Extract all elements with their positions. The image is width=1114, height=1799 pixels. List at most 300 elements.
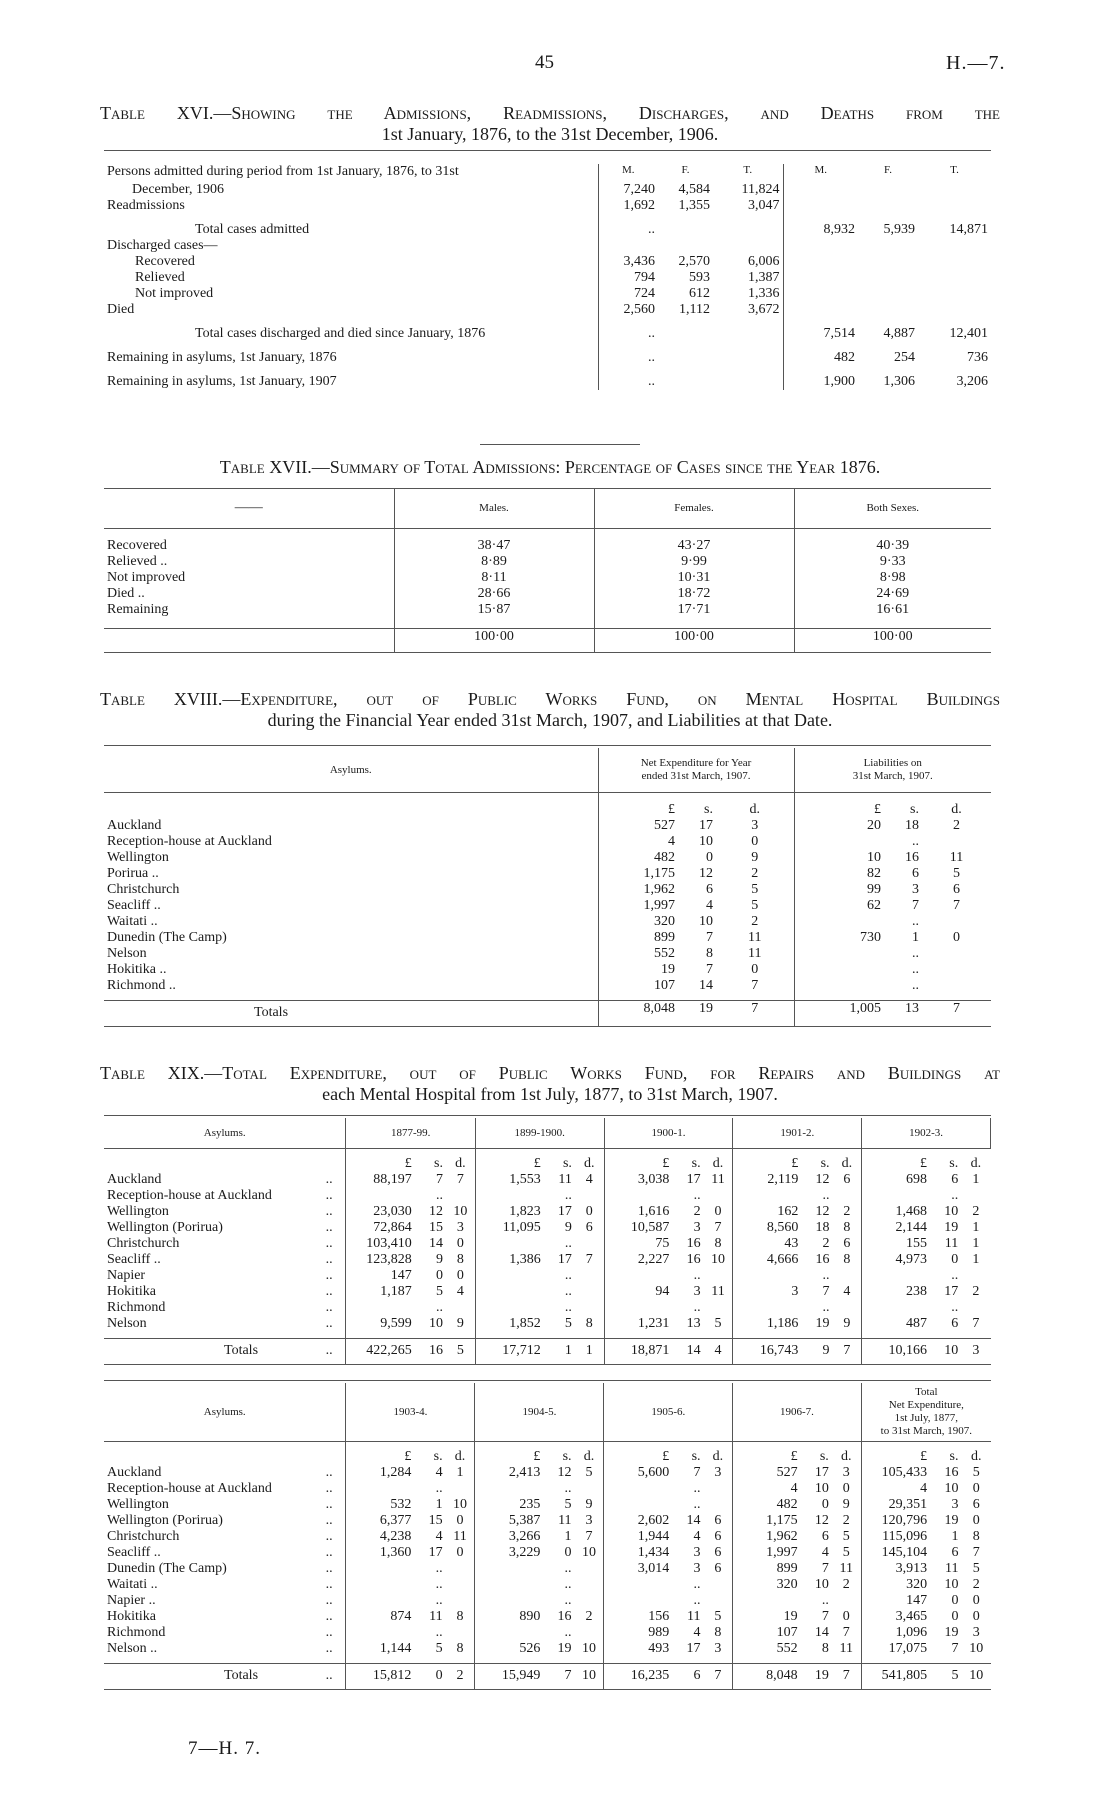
value-cell <box>858 182 918 198</box>
value-cell <box>713 342 783 366</box>
value-cell: 794 <box>634 270 655 285</box>
pence-cell <box>961 1268 990 1284</box>
value-cell <box>858 286 918 302</box>
value-cell: 9·33 <box>879 554 906 569</box>
pounds-cell: 5,387 <box>508 1513 541 1528</box>
shillings-cell: 11 <box>945 1561 959 1576</box>
pence-cell <box>446 1625 475 1641</box>
pence-cell: 1 <box>972 1172 980 1187</box>
pounds-cell: 4,973 <box>895 1252 928 1267</box>
shillings-cell: .. <box>435 1481 443 1496</box>
total-cell: 17,712 <box>502 1343 541 1358</box>
pence-cell <box>446 1561 475 1577</box>
shillings-cell: 17 <box>699 818 713 833</box>
pence-cell: 1 <box>972 1236 980 1251</box>
lsd-header: £ <box>790 1449 798 1464</box>
row-label: Napier .. <box>107 1593 156 1608</box>
lsd-header: d. <box>446 1441 475 1465</box>
lsd-header: d. <box>446 1148 475 1172</box>
value-cell: 2,560 <box>623 302 655 317</box>
pounds-cell: 82 <box>867 866 881 881</box>
lsd-header: s. <box>949 1449 959 1464</box>
pence-cell: 10 <box>446 1204 475 1220</box>
col-header-expenditure <box>598 748 794 792</box>
pounds-cell <box>733 1268 801 1284</box>
pounds-cell <box>794 834 884 850</box>
col-header-year: 1899-1900. <box>475 1118 604 1148</box>
table-row: Wellington (Porirua) .. 72,864 15 3 11,095 9 6 10,587 3 7 8,560 18 8 2,144 19 1 <box>104 1220 991 1236</box>
pounds-cell: 320 <box>654 914 675 929</box>
total-cell: 8,048 <box>643 1000 675 1016</box>
value-cell <box>658 214 713 238</box>
table-19-title <box>100 1063 1000 1105</box>
pounds-cell: 1,997 <box>643 898 675 913</box>
pence-cell <box>833 1188 862 1204</box>
table-row: Hokitika .. 874 11 8 890 16 2 156 11 5 19 7 0 3,465 0 0 <box>104 1609 991 1625</box>
shillings-cell: 2 <box>822 1236 830 1251</box>
shillings-cell: 3 <box>951 1497 959 1512</box>
pounds-cell: 487 <box>906 1316 928 1331</box>
total-cell: 5 <box>446 1338 475 1364</box>
pounds-cell <box>604 1593 672 1609</box>
shillings-cell: 14 <box>428 1236 443 1251</box>
table-18-title-line1: Table XVIII.—Expenditure, out of Public Works Fund, on Mental Hospital Buildings <box>100 689 1000 709</box>
value-cell <box>713 214 783 238</box>
shillings-cell: 5 <box>435 1641 443 1656</box>
value-cell <box>918 286 991 302</box>
page-number: 45 <box>535 52 554 73</box>
pence-cell: 2 <box>832 1577 861 1593</box>
table-18 <box>104 748 991 1027</box>
shillings-cell: .. <box>951 1188 959 1203</box>
shillings-cell: 10 <box>428 1316 443 1331</box>
pence-cell: 2 <box>953 818 960 833</box>
table-row: Richmond .. .. .. .. .. .. <box>104 1300 991 1316</box>
pence-cell: 0 <box>972 1593 980 1608</box>
pence-cell: 1 <box>446 1465 475 1481</box>
table-row: Christchurch .. 4,238 4 11 3,266 1 7 1,944 4 6 1,962 6 5 115,096 1 8 <box>104 1529 991 1545</box>
pence-cell: 6 <box>704 1513 733 1529</box>
lsd-header: £ <box>533 1156 541 1171</box>
pence-cell: 10 <box>575 1545 604 1561</box>
shillings-cell: 7 <box>821 1609 829 1624</box>
lsd-header: £ <box>791 1156 799 1171</box>
table-row: Napier .. .. .. .. .. .. 147 0 0 <box>104 1593 991 1609</box>
shillings-cell: .. <box>693 1497 701 1512</box>
col-header-year: 1877-99. <box>346 1118 475 1148</box>
pence-cell: 8 <box>704 1236 733 1252</box>
value-cell <box>918 182 991 198</box>
pounds-cell: 899 <box>654 930 675 945</box>
shillings-cell: .. <box>435 1561 443 1576</box>
pence-cell: 11 <box>949 850 964 865</box>
pounds-cell: 3,266 <box>508 1529 541 1544</box>
header-line: Net Expenditure for Year <box>640 756 752 769</box>
table-row <box>104 238 991 254</box>
pounds-cell: 1,175 <box>643 866 675 881</box>
pence-cell: 11 <box>704 1284 733 1300</box>
pounds-cell: 99 <box>867 882 881 897</box>
total-cell: 18,871 <box>630 1343 670 1358</box>
lsd-header: £ <box>920 1449 928 1464</box>
pounds-cell: 235 <box>519 1497 541 1512</box>
footer-signature: 7—H. 7. <box>188 1738 261 1759</box>
table-row: Auckland .. 88,197 7 7 1,553 11 4 3,038 17 11 2,119 12 6 698 6 1 <box>104 1172 991 1188</box>
shillings-cell: 7 <box>821 1561 829 1576</box>
pence-cell: 4 <box>575 1172 604 1188</box>
lsd-header: £ <box>920 1156 928 1171</box>
value-cell: 7,514 <box>823 326 855 341</box>
shillings-cell: 16 <box>686 1252 701 1267</box>
shillings-cell: .. <box>822 1188 830 1203</box>
document-code: H.—7. <box>946 52 1006 74</box>
col-header-asylums: Asylums. <box>104 1118 346 1148</box>
shillings-cell: 5 <box>564 1316 572 1331</box>
row-label: Not improved <box>104 286 598 302</box>
pounds-cell <box>346 1188 415 1204</box>
pence-cell: 9 <box>832 1497 861 1513</box>
pounds-cell: 1,852 <box>509 1316 541 1331</box>
pounds-cell: 874 <box>390 1609 412 1624</box>
pounds-cell <box>794 946 884 962</box>
table-row <box>104 342 991 366</box>
row-label: Dunedin (The Camp) <box>107 1561 227 1576</box>
total-cell: 1 <box>564 1343 572 1358</box>
pounds-cell <box>604 1497 672 1513</box>
value-cell: 8·11 <box>394 570 594 586</box>
pence-cell: 11 <box>704 1172 733 1188</box>
totals-row <box>104 628 991 652</box>
row-label: Wellington (Porirua) <box>107 1220 223 1235</box>
pounds-cell: 4,238 <box>379 1529 412 1544</box>
pence-cell <box>833 1300 862 1316</box>
pounds-cell: 3,229 <box>508 1545 541 1560</box>
pounds-cell: 238 <box>906 1284 928 1299</box>
row-label: Waitati .. <box>104 914 598 930</box>
row-label: Total cases discharged and died since January, 1876 <box>104 318 598 342</box>
pounds-cell <box>346 1561 414 1577</box>
row-label: Waitati .. <box>107 1577 158 1592</box>
shillings-cell: 10 <box>814 1577 829 1592</box>
shillings-cell: 16 <box>944 1465 959 1480</box>
lsd-header: d. <box>970 1449 982 1464</box>
pounds-cell: 320 <box>776 1577 798 1592</box>
pounds-cell: 2,602 <box>637 1513 670 1528</box>
pounds-cell <box>346 1300 415 1316</box>
value-cell: 3,047 <box>713 198 783 214</box>
pence-cell: 9 <box>575 1497 604 1513</box>
pence-cell: 2 <box>832 1513 861 1529</box>
table-row <box>104 554 991 570</box>
shillings-cell: 9 <box>435 1252 443 1267</box>
total-cell: 7 <box>704 1663 733 1689</box>
total-cell: 541,805 <box>881 1668 928 1683</box>
table-16-title-line2: 1st January, 1876, to the 31st December, 1906. <box>381 124 719 144</box>
table-row <box>104 962 991 978</box>
pounds-cell: 115,096 <box>882 1529 928 1544</box>
row-label: Remaining <box>104 602 394 618</box>
row-label: Persons admitted during period from 1st January, 1876, to 31st <box>104 164 598 182</box>
pence-cell <box>832 1593 861 1609</box>
pence-cell <box>922 962 991 978</box>
table-row: Napier .. 147 0 0 .. .. .. .. <box>104 1268 991 1284</box>
shillings-cell: .. <box>822 1268 830 1283</box>
pence-cell: 5 <box>716 882 794 898</box>
total-cell: 16 <box>428 1343 443 1358</box>
shillings-cell: .. <box>564 1481 572 1496</box>
shillings-cell: 3 <box>693 1284 701 1299</box>
pounds-cell: 75 <box>655 1236 670 1251</box>
value-cell: .. <box>648 350 655 365</box>
table-row: Auckland .. 1,284 4 1 2,413 12 5 5,600 7 3 527 17 3 105,433 16 5 <box>104 1465 991 1481</box>
value-cell: 3,206 <box>956 374 988 389</box>
pounds-cell: 730 <box>860 930 881 945</box>
pounds-cell <box>475 1561 543 1577</box>
row-label: Hokitika <box>107 1284 156 1299</box>
shillings-cell: 11 <box>429 1609 443 1624</box>
lsd-header: s. <box>949 1156 959 1171</box>
pence-cell: 0 <box>446 1545 475 1561</box>
row-label: Remaining in asylums, 1st January, 1876 <box>104 342 598 366</box>
row-label: Hokitika <box>107 1609 156 1624</box>
table-17 <box>104 488 991 653</box>
shillings-cell: 12 <box>815 1172 830 1187</box>
pence-cell: 6 <box>575 1220 604 1236</box>
header-line: 31st March, 1907. <box>852 769 933 782</box>
pence-cell <box>446 1188 475 1204</box>
pounds-cell: 103,410 <box>366 1236 412 1251</box>
pence-cell: 7 <box>972 1316 980 1331</box>
pounds-cell <box>604 1300 672 1316</box>
table-row: Dunedin (The Camp) .. .. .. 3,014 3 6 899 7 11 3,913 11 5 <box>104 1561 991 1577</box>
shillings-cell: 12 <box>699 866 713 881</box>
shillings-cell: 1 <box>951 1529 959 1544</box>
pence-cell: 2 <box>972 1284 980 1299</box>
value-cell: 17·71 <box>594 602 794 618</box>
pence-cell <box>961 1188 990 1204</box>
row-label: Reception-house at Auckland <box>107 1481 272 1496</box>
lsd-header: d. <box>704 1148 733 1172</box>
total-cell: 10 <box>575 1663 604 1689</box>
pounds-cell: 1,360 <box>379 1545 412 1560</box>
pounds-cell: 1,175 <box>766 1513 798 1528</box>
pounds-cell: 890 <box>519 1609 541 1624</box>
table-row <box>104 366 991 390</box>
pounds-cell: 1,187 <box>380 1284 412 1299</box>
value-cell: 12,401 <box>949 326 988 341</box>
value-cell: 43·27 <box>594 538 794 554</box>
pounds-cell: 123,828 <box>366 1252 412 1267</box>
shillings-cell: 7 <box>693 1465 701 1480</box>
pounds-cell: 989 <box>648 1625 670 1640</box>
total-cell: 15,949 <box>501 1668 541 1683</box>
shillings-cell: 0 <box>951 1609 959 1624</box>
shillings-cell: 11 <box>558 1513 572 1528</box>
row-label: Wellington (Porirua) <box>107 1513 223 1528</box>
shillings-cell: 8 <box>821 1641 829 1656</box>
table-17-title: Table XVII.—Summary of Total Admissions: Percentage of Cases since the Year 1876. <box>219 457 881 477</box>
shillings-cell: 12 <box>428 1204 443 1219</box>
row-label: Auckland <box>107 1172 162 1187</box>
shillings-cell: 17 <box>686 1641 701 1656</box>
pence-cell: 7 <box>575 1252 604 1268</box>
pounds-cell: 2,144 <box>895 1220 928 1235</box>
header-line: Liabilities on <box>863 756 922 769</box>
value-cell: 38·47 <box>394 538 594 554</box>
shillings-cell: 14 <box>699 978 713 993</box>
pounds-cell <box>475 1236 543 1252</box>
table-18-title <box>100 689 1000 731</box>
shillings-cell: 7 <box>912 898 919 913</box>
pence-cell: 5 <box>953 866 960 881</box>
pence-cell: 6 <box>972 1497 980 1512</box>
table-row: Richmond .. .. .. 989 4 8 107 14 7 1,096 19 3 <box>104 1625 991 1641</box>
shillings-cell: 11 <box>944 1236 959 1251</box>
shillings-cell: 7 <box>706 930 713 945</box>
lsd-header: d. <box>832 1441 861 1465</box>
value-cell <box>783 286 858 302</box>
value-cell: 8,932 <box>823 222 855 237</box>
pence-cell: 7 <box>446 1172 475 1188</box>
row-label: Christchurch <box>104 882 598 898</box>
dash-header: —— <box>104 488 394 528</box>
pounds-cell: 19 <box>783 1609 798 1624</box>
pounds-cell: 698 <box>906 1172 928 1187</box>
col-header-year: 1902-3. <box>862 1118 991 1148</box>
pounds-cell: 3,913 <box>895 1561 928 1576</box>
shillings-cell: .. <box>435 1577 443 1592</box>
pounds-cell: 482 <box>654 850 675 865</box>
pence-cell: 0 <box>953 930 960 945</box>
pence-cell: 3 <box>716 818 794 834</box>
pounds-cell <box>604 1188 672 1204</box>
shillings-cell: 6 <box>951 1545 959 1560</box>
pounds-cell <box>733 1300 801 1316</box>
pounds-cell: 10 <box>867 850 881 865</box>
lsd-header: £ <box>533 1449 541 1464</box>
pounds-cell: 156 <box>648 1609 670 1624</box>
total-cell: 19 <box>814 1668 829 1683</box>
shillings-cell: 17 <box>557 1204 572 1219</box>
table-row: Wellington .. 23,030 12 10 1,823 17 0 1,616 2 0 162 12 2 1,468 10 2 <box>104 1204 991 1220</box>
pounds-cell: 1,616 <box>637 1204 670 1219</box>
pounds-cell: 162 <box>777 1204 799 1219</box>
pence-cell: 2 <box>972 1577 980 1592</box>
pence-cell: 6 <box>704 1529 733 1545</box>
value-cell <box>918 302 991 318</box>
col-header: M. <box>621 164 635 176</box>
shillings-cell: 17 <box>944 1284 959 1299</box>
shillings-cell: 16 <box>686 1236 701 1251</box>
pounds-cell: 17,075 <box>888 1641 928 1656</box>
shillings-cell: .. <box>564 1300 572 1315</box>
shillings-cell: 10 <box>944 1577 959 1592</box>
shillings-cell: 15 <box>428 1513 443 1528</box>
pounds-cell: 120,796 <box>881 1513 928 1528</box>
pence-cell: 1 <box>972 1220 980 1235</box>
value-cell: 6,006 <box>713 254 783 270</box>
total-cell: 100·00 <box>394 628 594 652</box>
col-header-year: 1905-6. <box>604 1383 733 1441</box>
lsd-header: s. <box>433 1449 443 1464</box>
shillings-cell: 19 <box>557 1641 572 1656</box>
row-label: Christchurch <box>107 1236 180 1251</box>
pounds-cell <box>862 1268 930 1284</box>
pounds-cell: 88,197 <box>373 1172 412 1187</box>
row-label: Recovered <box>104 538 394 554</box>
pence-cell: 3 <box>704 1465 733 1481</box>
pence-cell <box>704 1300 733 1316</box>
pence-cell: 6 <box>953 882 960 897</box>
pence-cell: 0 <box>972 1609 980 1624</box>
total-cell: 2 <box>446 1663 475 1689</box>
pounds-cell: 107 <box>776 1625 798 1640</box>
table-row: Nelson .. 9,599 10 9 1,852 5 8 1,231 13 5 1,186 19 9 487 6 7 <box>104 1316 991 1332</box>
pounds-cell <box>346 1577 414 1593</box>
col-header-year: 1906-7. <box>733 1383 861 1441</box>
pence-cell <box>704 1593 733 1609</box>
row-label: Nelson <box>104 946 598 962</box>
value-cell: 254 <box>894 350 915 365</box>
shillings-cell: 12 <box>814 1513 829 1528</box>
pounds-cell: 2,227 <box>637 1252 670 1267</box>
pence-cell: 0 <box>446 1513 475 1529</box>
pence-cell: 7 <box>704 1220 733 1236</box>
shillings-cell: 1 <box>912 930 919 945</box>
pounds-cell <box>475 1268 543 1284</box>
pence-cell: 5 <box>972 1465 980 1480</box>
col-header-year: 1903-4. <box>346 1383 475 1441</box>
col-header-total <box>861 1383 991 1441</box>
pence-cell: 0 <box>716 834 794 850</box>
col-header: T. <box>713 164 783 182</box>
table-row: Nelson .. .. 1,144 5 8 526 19 10 493 17 3 552 8 11 17,075 7 10 <box>104 1641 991 1657</box>
lsd-header: £ <box>404 1156 412 1171</box>
value-cell: 724 <box>634 286 655 301</box>
value-cell <box>783 254 858 270</box>
value-cell: 16·61 <box>876 602 910 617</box>
pounds-cell <box>862 1188 930 1204</box>
lsd-header: s. <box>691 1156 701 1171</box>
total-cell: 5 <box>951 1668 959 1683</box>
row-label: Hokitika .. <box>104 962 598 978</box>
pence-cell: 5 <box>832 1545 861 1561</box>
lsd-header: £ <box>404 1449 412 1464</box>
col-header-males: Males. <box>394 488 594 528</box>
pence-cell <box>575 1268 604 1284</box>
table-row: Hokitika .. 1,187 5 4 .. 94 3 11 3 7 4 238 17 2 <box>104 1284 991 1300</box>
table-row <box>104 318 991 342</box>
total-cell: 7 <box>832 1663 861 1689</box>
total-cell: 422,265 <box>366 1343 412 1358</box>
shillings-cell: 4 <box>693 1529 701 1544</box>
header-line: ended 31st March, 1907. <box>641 769 751 782</box>
row-label: Relieved .. <box>104 554 394 570</box>
lsd-header: d. <box>575 1441 604 1465</box>
value-cell: 593 <box>689 270 710 285</box>
row-label: Wellington <box>107 1497 169 1512</box>
value-cell: 40·39 <box>876 538 910 553</box>
pence-cell: 2 <box>972 1204 980 1219</box>
shillings-cell: .. <box>822 1300 830 1315</box>
value-cell: 1,387 <box>713 270 783 286</box>
table-row <box>104 818 991 834</box>
pence-cell: 7 <box>972 1545 980 1560</box>
row-label: Auckland <box>104 818 598 834</box>
table-row <box>104 570 991 586</box>
lsd-header: d. <box>833 1148 862 1172</box>
shillings-cell: 19 <box>944 1625 959 1640</box>
